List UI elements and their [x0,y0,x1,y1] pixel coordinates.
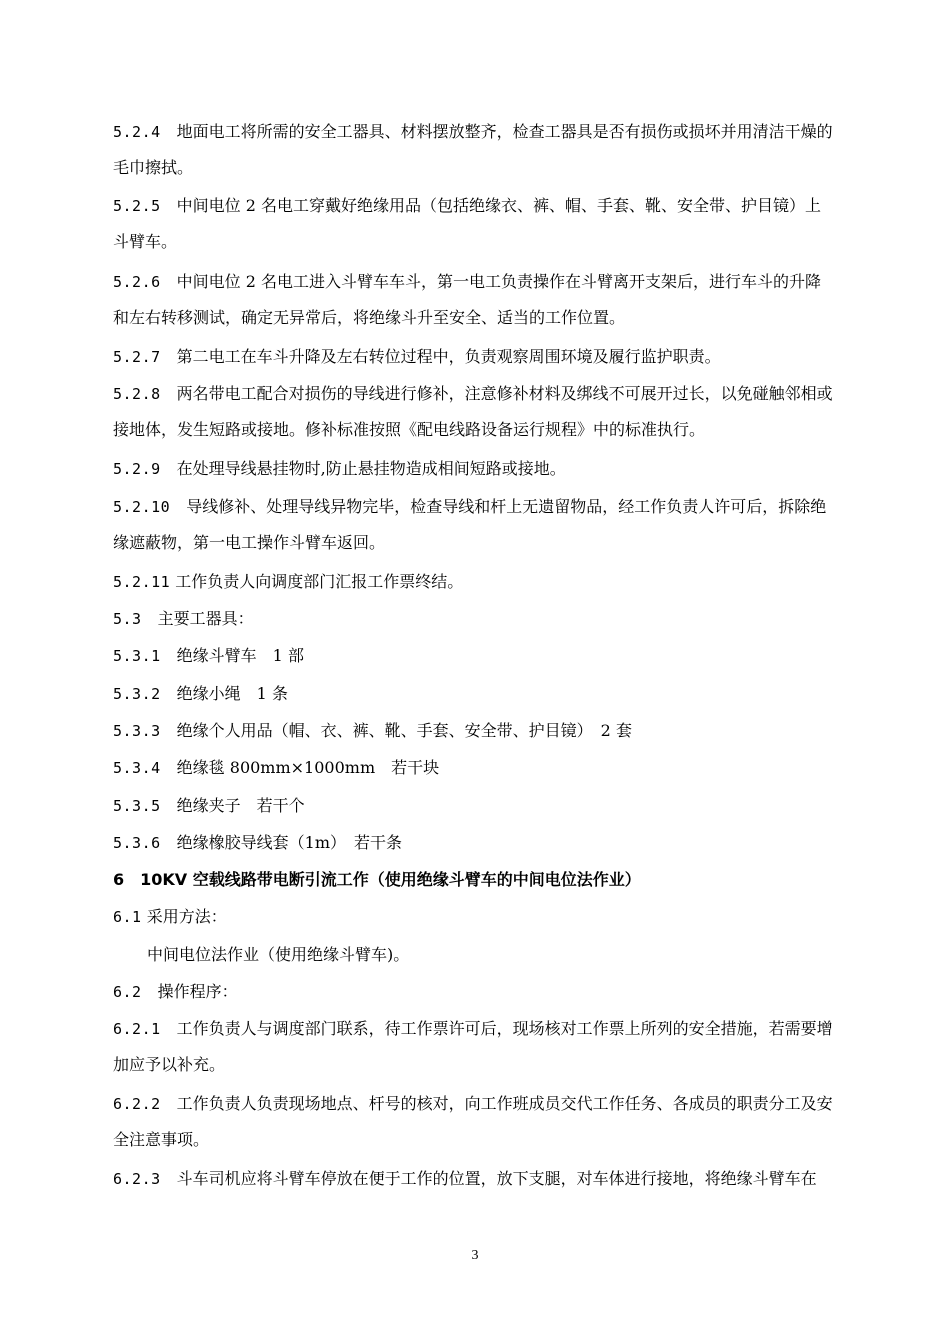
clause-number: 5.2.6 [113,273,161,291]
clause-number: 5.3.5 [113,797,161,815]
clause-text: 中间电位 2 名电工穿戴好绝缘用品（包括绝缘衣、裤、帽、手套、靴、安全带、护目镜）上斗臂车。 [113,196,822,251]
clause-number: 5.3.6 [113,834,161,852]
paragraph-method [147,937,867,973]
clause-number: 5.2.9 [113,460,161,478]
clause-text: 绝缘斗臂车 1 部 [176,646,304,665]
clause-number: 5.3.3 [113,722,161,740]
clause-number: 6.2 [113,983,142,1001]
clause-number: 5.2.7 [113,348,161,366]
paragraph-5-3-3 [113,713,833,749]
paragraph-6-2-2 [113,1086,833,1158]
paragraph-6-2-1 [113,1011,833,1083]
paragraph-5-3-2 [113,676,833,712]
paragraph-5-3-4 [113,750,833,786]
paragraph-5-3 [113,601,833,637]
paragraph-6-1 [113,899,833,935]
clause-text: 绝缘夹子 若干个 [176,796,305,815]
paragraph-5-3-1 [113,638,833,674]
clause-number: 5.2.8 [113,385,161,403]
clause-number: 6.2.2 [113,1095,161,1113]
clause-number: 5.3.2 [113,685,161,703]
paragraph-5-2-5 [113,188,833,260]
clause-text: 中间电位法作业（使用绝缘斗臂车)。 [147,945,410,964]
clause-text: 绝缘小绳 1 条 [176,684,288,703]
clause-text: 导线修补、处理导线异物完毕，检查导线和杆上无遗留物品，经工作负责人许可后，拆除绝缘遮蔽物，第一电工操作斗臂车返回。 [113,497,827,552]
clause-number: 5.2.10 [113,498,171,516]
paragraph-5-2-4 [113,114,833,186]
clause-number: 6.2.3 [113,1170,161,1188]
clause-text: 两名带电工配合对损伤的导线进行修补，注意修补材料及绑线不可展开过长，以免碰触邻相或接地体，发生短路或接地。修补标准按照《配电线路设备运行规程》中的标准执行。 [113,384,833,439]
paragraph-5-3-6 [113,825,833,861]
clause-number: 5.3 [113,610,142,628]
page-number: 3 [471,1248,479,1263]
paragraph-5-2-9 [113,451,833,487]
clause-text: 绝缘毯 800mm×1000mm 若干块 [176,758,440,777]
clause-text: 绝缘橡胶导线套（1m） 若干条 [176,833,403,852]
clause-text: 主要工器具： [157,609,254,628]
clause-text: 在处理导线悬挂物时,防止悬挂物造成相间短路或接地。 [176,459,566,478]
paragraph-6-2-3 [113,1161,833,1197]
clause-text: 工作负责人向调度部门汇报工作票终结。 [175,572,464,591]
paragraph-5-3-5 [113,788,833,824]
clause-text: 地面电工将所需的安全工器具、材料摆放整齐，检查工器具是否有损伤或损坏并用清洁干燥的毛巾擦拭。 [113,122,833,177]
clause-text: 绝缘个人用品（帽、衣、裤、靴、手套、安全带、护目镜） 2 套 [176,721,632,740]
clause-number: 5.2.5 [113,197,161,215]
clause-number: 5.2.11 [113,573,171,591]
paragraph-6-2 [113,974,833,1010]
clause-number: 5.3.1 [113,647,161,665]
clause-number: 6.2.1 [113,1020,161,1038]
paragraph-5-2-10 [113,489,833,561]
clause-text: 操作程序： [157,982,238,1001]
clause-text: 第二电工在车斗升降及左右转位过程中，负责观察周围环境及履行监护职责。 [176,347,721,366]
paragraph-5-2-7 [113,339,833,375]
clause-text: 工作负责人与调度部门联系，待工作票许可后，现场核对工作票上所列的安全措施，若需要增加应予以补充。 [113,1019,833,1074]
section-heading: 6 10KV 空载线路带电断引流工作（使用绝缘斗臂车的中间电位法作业） [113,870,641,889]
clause-text: 采用方法： [146,907,227,926]
clause-number: 5.3.4 [113,759,161,777]
clause-number: 5.2.4 [113,123,161,141]
paragraph-5-2-8 [113,376,833,448]
paragraph-5-2-6 [113,264,833,336]
paragraph-5-2-11 [113,564,833,600]
clause-number: 6.1 [113,908,142,926]
clause-text: 工作负责人负责现场地点、杆号的核对，向工作班成员交代工作任务、各成员的职责分工及安全注意事项。 [113,1094,833,1149]
clause-text: 中间电位 2 名电工进入斗臂车车斗，第一电工负责操作在斗臂离开支架后，进行车斗的升降和左右转移测试，确定无异常后，将绝缘斗升至安全、适当的工作位置。 [113,272,822,327]
clause-text: 斗车司机应将斗臂车停放在便于工作的位置，放下支腿，对车体进行接地，将绝缘斗臂车在 [176,1169,817,1188]
